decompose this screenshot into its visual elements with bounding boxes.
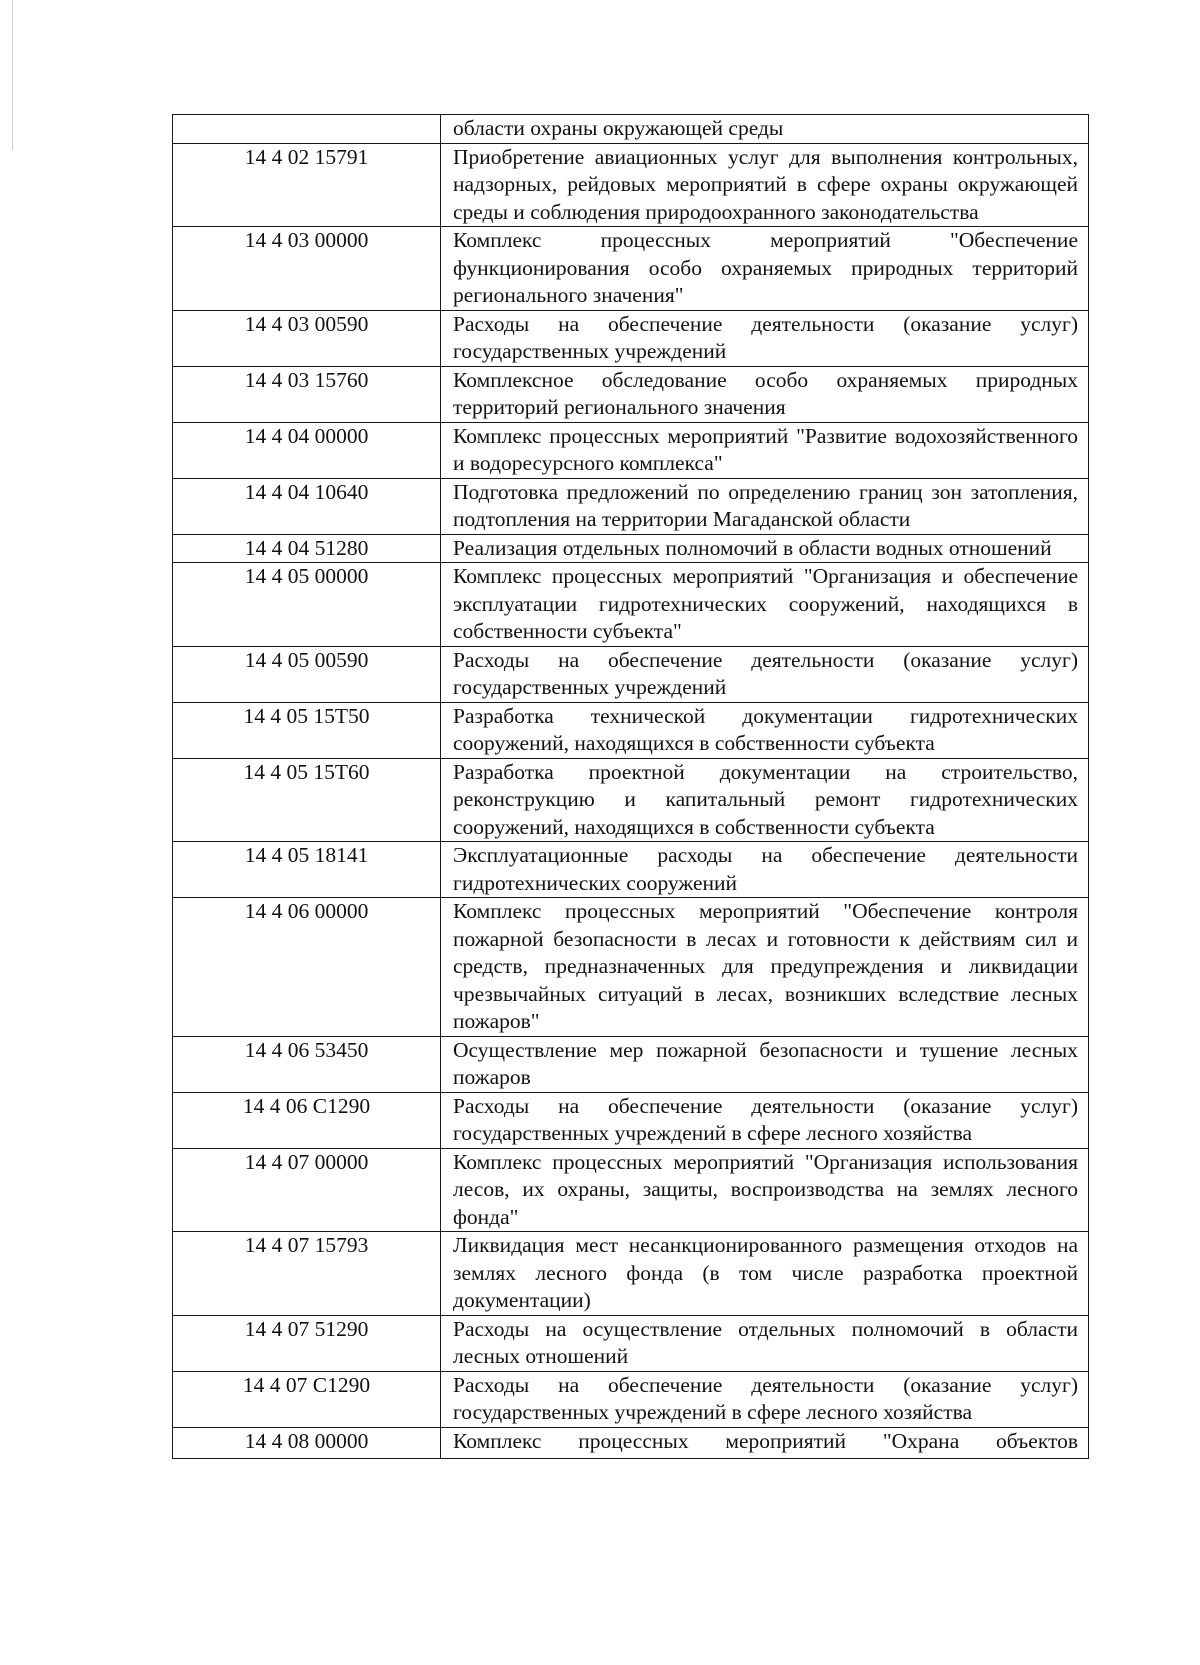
table-row (173, 115, 1089, 144)
scan-edge-line (12, 0, 13, 150)
table-row (173, 366, 1089, 422)
row-name: Комплекс процессных мероприятий "Обеспечение функционирования особо охраняемых природных территорий регионального значения" (441, 227, 1089, 311)
row-code: 14 4 05 15Т50 (173, 702, 441, 758)
table-row (173, 758, 1089, 842)
row-name: области охраны окружающей среды (441, 115, 1089, 144)
row-name: Ликвидация мест несанкционированного размещения отходов на землях лесного фонда (в том числе разработка проектной документации) (441, 1232, 1089, 1316)
row-code: 14 4 07 51290 (173, 1315, 441, 1371)
table-row (173, 1315, 1089, 1371)
row-name: Приобретение авиационных услуг для выполнения контрольных, надзорных, рейдовых мероприятий в сфере охраны окружающей среды и соблюдения природоохранного законодательства (441, 143, 1089, 227)
row-code: 14 4 05 15Т60 (173, 758, 441, 842)
row-code: 14 4 03 15760 (173, 366, 441, 422)
row-name: Комплекс процессных мероприятий "Охрана объектов (441, 1427, 1089, 1458)
row-name: Разработка проектной документации на строительство, реконструкцию и капитальный ремонт гидротехнических сооружений, находящихся в собственности субъекта (441, 758, 1089, 842)
row-name: Подготовка предложений по определению границ зон затопления, подтопления на территории Магаданской области (441, 478, 1089, 534)
row-code: 14 4 06 53450 (173, 1036, 441, 1092)
table-row (173, 227, 1089, 311)
row-code: 14 4 07 С1290 (173, 1371, 441, 1427)
table-row (173, 702, 1089, 758)
table-row (173, 310, 1089, 366)
table-row (173, 534, 1089, 563)
table-row (173, 1232, 1089, 1316)
row-code: 14 4 07 00000 (173, 1148, 441, 1232)
row-name: Разработка технической документации гидротехнических сооружений, находящихся в собственности субъекта (441, 702, 1089, 758)
row-code: 14 4 06 С1290 (173, 1092, 441, 1148)
row-code: 14 4 03 00590 (173, 310, 441, 366)
budget-code-table (172, 114, 1089, 1459)
row-name: Комплекс процессных мероприятий "Организация использования лесов, их охраны, защиты, воспроизводства на землях лесного фонда" (441, 1148, 1089, 1232)
table-row (173, 1427, 1089, 1458)
row-name: Осуществление мер пожарной безопасности и тушение лесных пожаров (441, 1036, 1089, 1092)
row-name: Расходы на обеспечение деятельности (оказание услуг) государственных учреждений (441, 646, 1089, 702)
row-name: Реализация отдельных полномочий в области водных отношений (441, 534, 1089, 563)
table-row (173, 143, 1089, 227)
row-name: Расходы на обеспечение деятельности (оказание услуг) государственных учреждений в сфере лесного хозяйства (441, 1092, 1089, 1148)
table-row (173, 563, 1089, 647)
row-code: 14 4 03 00000 (173, 227, 441, 311)
table-row (173, 646, 1089, 702)
table-row (173, 898, 1089, 1037)
row-code: 14 4 04 51280 (173, 534, 441, 563)
row-code: 14 4 08 00000 (173, 1427, 441, 1458)
row-code: 14 4 06 00000 (173, 898, 441, 1037)
table-row (173, 842, 1089, 898)
row-name: Комплекс процессных мероприятий "Развитие водохозяйственного и водоресурсного комплекса" (441, 422, 1089, 478)
row-name: Расходы на обеспечение деятельности (оказание услуг) государственных учреждений в сфере лесного хозяйства (441, 1371, 1089, 1427)
row-code: 14 4 05 00000 (173, 563, 441, 647)
row-name: Расходы на осуществление отдельных полномочий в области лесных отношений (441, 1315, 1089, 1371)
table-row (173, 422, 1089, 478)
table-row (173, 1036, 1089, 1092)
row-code: 14 4 05 00590 (173, 646, 441, 702)
table-row (173, 1148, 1089, 1232)
table-row (173, 478, 1089, 534)
row-code: 14 4 04 10640 (173, 478, 441, 534)
row-code: 14 4 04 00000 (173, 422, 441, 478)
row-code (173, 115, 441, 144)
row-code: 14 4 05 18141 (173, 842, 441, 898)
budget-code-table-body (173, 115, 1089, 1459)
table-row (173, 1371, 1089, 1427)
row-name: Эксплуатационные расходы на обеспечение деятельности гидротехнических сооружений (441, 842, 1089, 898)
row-code: 14 4 07 15793 (173, 1232, 441, 1316)
row-name: Комплекс процессных мероприятий "Организация и обеспечение эксплуатации гидротехнических сооружений, находящихся в собственности субъекта" (441, 563, 1089, 647)
table-row (173, 1092, 1089, 1148)
row-name: Комплексное обследование особо охраняемых природных территорий регионального значения (441, 366, 1089, 422)
row-code: 14 4 02 15791 (173, 143, 441, 227)
row-name: Комплекс процессных мероприятий "Обеспечение контроля пожарной безопасности в лесах и готовности к действиям сил и средств, предназначенных для предупреждения и ликвидации чрезвычайных ситуаций в лесах, возникших вследствие лесных пожаров" (441, 898, 1089, 1037)
row-name: Расходы на обеспечение деятельности (оказание услуг) государственных учреждений (441, 310, 1089, 366)
